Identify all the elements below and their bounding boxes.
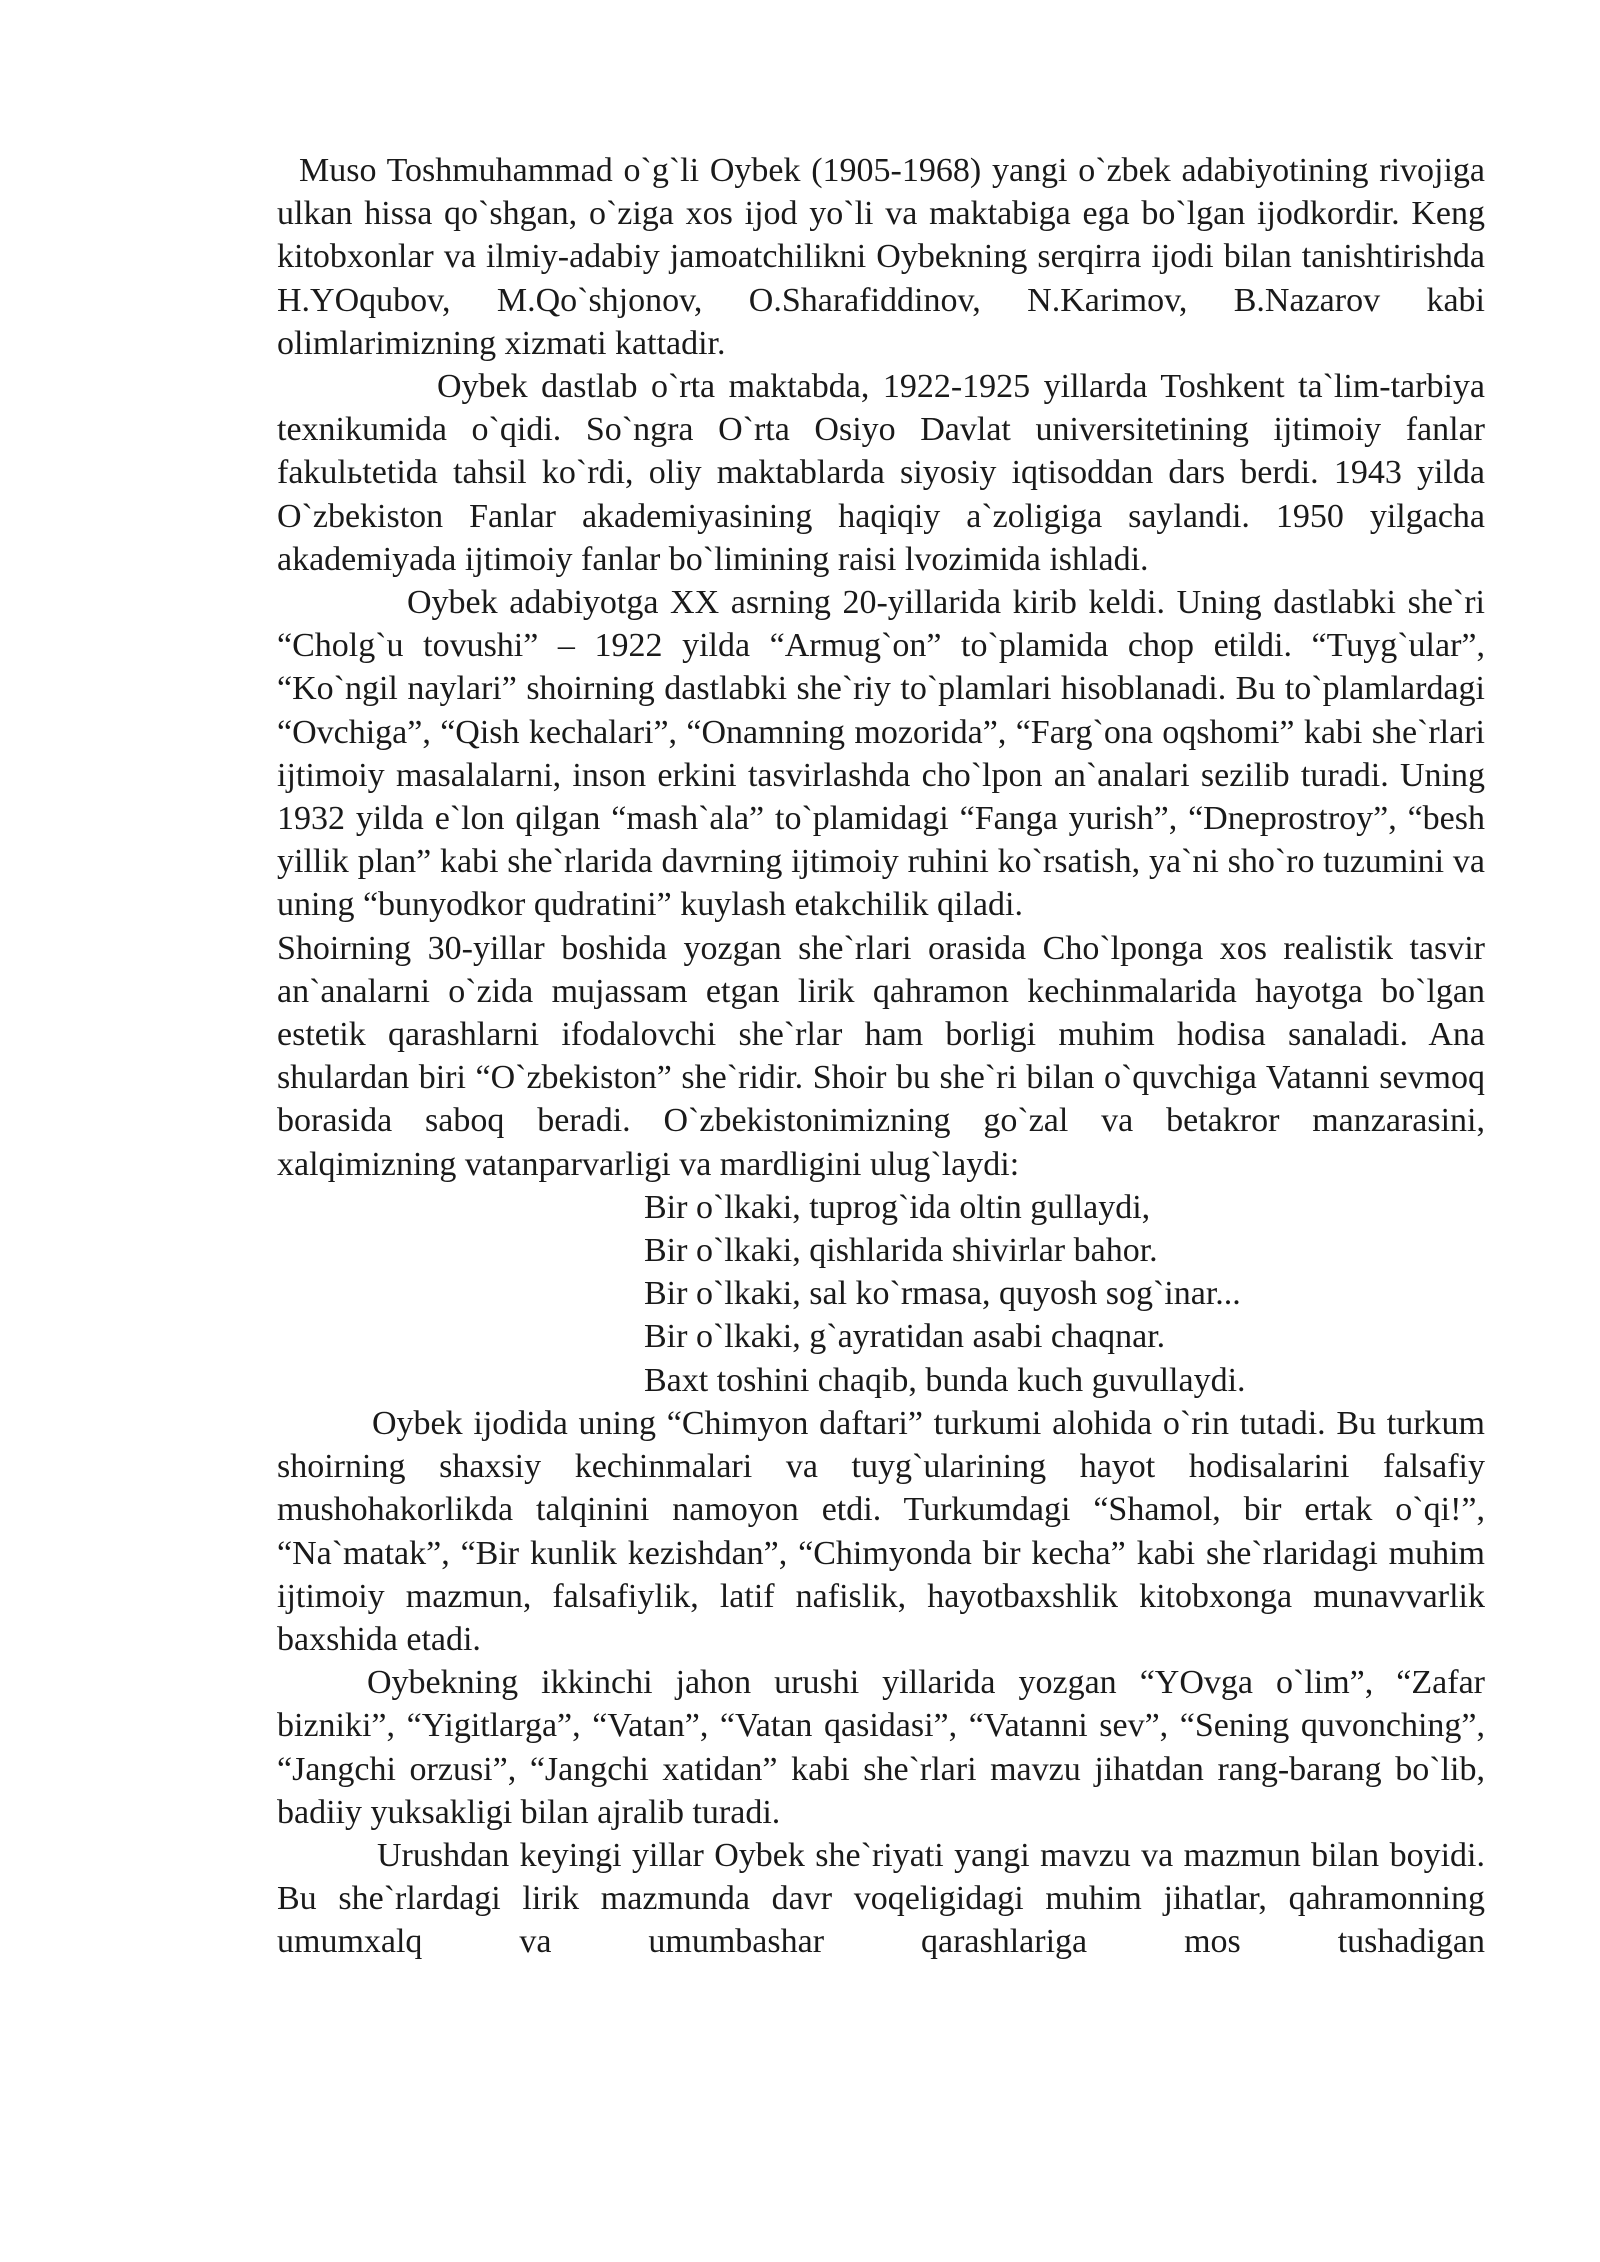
paragraph-early-poetry: Oybek adabiyotga XX asrning 20-yillarida kirib keldi. Uning dastlabki she`ri “Cholg`u tovushi” – 1922 yilda “Armug`on” to`plamida chop etildi. “Tuyg`ular”, “Ko`ngil naylari” shoirning dastlabki she`riy to`plamlari hisoblanadi. Bu to`plamlardagi “Ovchiga”, “Qish kechalari”, “Onamning mozorida”, “Farg`ona oqshomi” kabi she`rlari ijtimoiy masalalarni, inson erkini tasvirlashda cho`lpon an`analari sezilib turadi. Uning 1932 yilda e`lon qilgan “mash`ala” to`plamidagi “Fanga yurish”, “Dneprostroy”, “besh yillik plan” kabi she`rlarida davrning ijtimoiy ruhini ko`rsatish, ya`ni sho`ro tuzumini va uning “bunyodkor qudratini” kuylash etakchilik qiladi.: [277, 584, 1485, 924]
paragraph-chimyon: Oybek ijodida uning “Chimyon daftari” turkumi alohida o`rin tutadi. Bu turkum shoirning shaxsiy kechinmalari va tuyg`ularining hayot hodisalarini falsafiy mushohakorlikda talqinini namoyon etdi. Turkumdagi “Shamol, bir ertak o`qi!”, “Na`matak”, “Bir kunlik kezishdan”, “Chimyonda bir kecha” kabi she`rlaridagi muhim ijtimoiy mazmun, falsafiylik, latif nafislik, hayotbaxshlik kitobxonga munavvarlik baxshida etadi.: [277, 1404, 1485, 1658]
poem-excerpt: [277, 1186, 1485, 1402]
paragraph-war-poetry: Oybekning ikkinchi jahon urushi yillarida yozgan “YOvga o`lim”, “Zafar bizniki”, “Yigitlarga”, “Vatan”, “Vatan qasidasi”, “Vatanni sev”, “Sening quvonching”, “Jangchi orzusi”, “Jangchi xatidan” kabi she`rlari mavzu jihatdan rang-barang bo`lib, badiiy yuksakligi bilan ajralib turadi.: [277, 1664, 1485, 1831]
poem-line: Bir o`lkaki, tuprog`ida oltin gullaydi,: [644, 1188, 1151, 1226]
paragraph-thirties-poetry: Shoirning 30-yillar boshida yozgan she`rlari orasida Cho`lponga xos realistik tasvir an`analarni o`zida mujassam etgan lirik qahramon kechinmalarida hayotga bo`lgan estetik qarashlarni ifodalovchi she`rlar ham borligi muhim hodisa sanaladi. Ana shulardan biri “O`zbekiston” she`ridir. Shoir bu she`ri bilan o`quvchiga Vatanni sevmoq borasida saboq beradi. O`zbekistonimizning go`zal va betakror manzarasini, xalqimizning vatanparvarligi va mardligini ulug`laydi:: [277, 929, 1485, 1183]
poem-line: Bir o`lkaki, qishlarida shivirlar bahor.: [644, 1232, 1158, 1270]
paragraph-education: Oybek dastlab o`rta maktabda, 1922-1925 yillarda Toshkent ta`lim-tarbiya texnikumida o`qidi. So`ngra O`rta Osiyo Davlat universitetining ijtimoiy fanlar fakulьtetida tahsil ko`rdi, oliy maktablarda siyosiy iqtisoddan dars berdi. 1943 yilda O`zbekiston Fanlar akademiyasining haqiqiy a`zoligiga saylandi. 1950 yilgacha akademiyada ijtimoiy fanlar bo`limining raisi lvozimida ishladi.: [277, 368, 1485, 578]
poem-line: Baxt toshini chaqib, bunda kuch guvullaydi.: [644, 1361, 1246, 1399]
poem-line: Bir o`lkaki, sal ko`rmasa, quyosh sog`inar...: [644, 1275, 1241, 1313]
document-page: [277, 149, 1485, 1964]
paragraph-intro: Muso Toshmuhammad o`g`li Oybek (1905-1968) yangi o`zbek adabiyotining rivojiga ulkan hissa qo`shgan, o`ziga xos ijod yo`li va maktabiga ega bo`lgan ijodkordir. Keng kitobxonlar va ilmiy-adabiy jamoatchilikni Oybekning serqirra ijodi bilan tanishtirishda H.YOqubov, M.Qo`shjonov, O.Sharafiddinov, N.Karimov, B.Nazarov kabi olimlarimizning xizmati kattadir.: [277, 152, 1485, 362]
paragraph-postwar-poetry: Urushdan keyingi yillar Oybek she`riyati yangi mavzu va mazmun bilan boyidi. Bu she`rlardagi lirik mazmunda davr voqeligidagi muhim jihatlar, qahramonning umumxalq va umumbashar qarashlariga mos tushadigan: [277, 1836, 1485, 1961]
poem-line: Bir o`lkaki, g`ayratidan asabi chaqnar.: [644, 1318, 1166, 1356]
